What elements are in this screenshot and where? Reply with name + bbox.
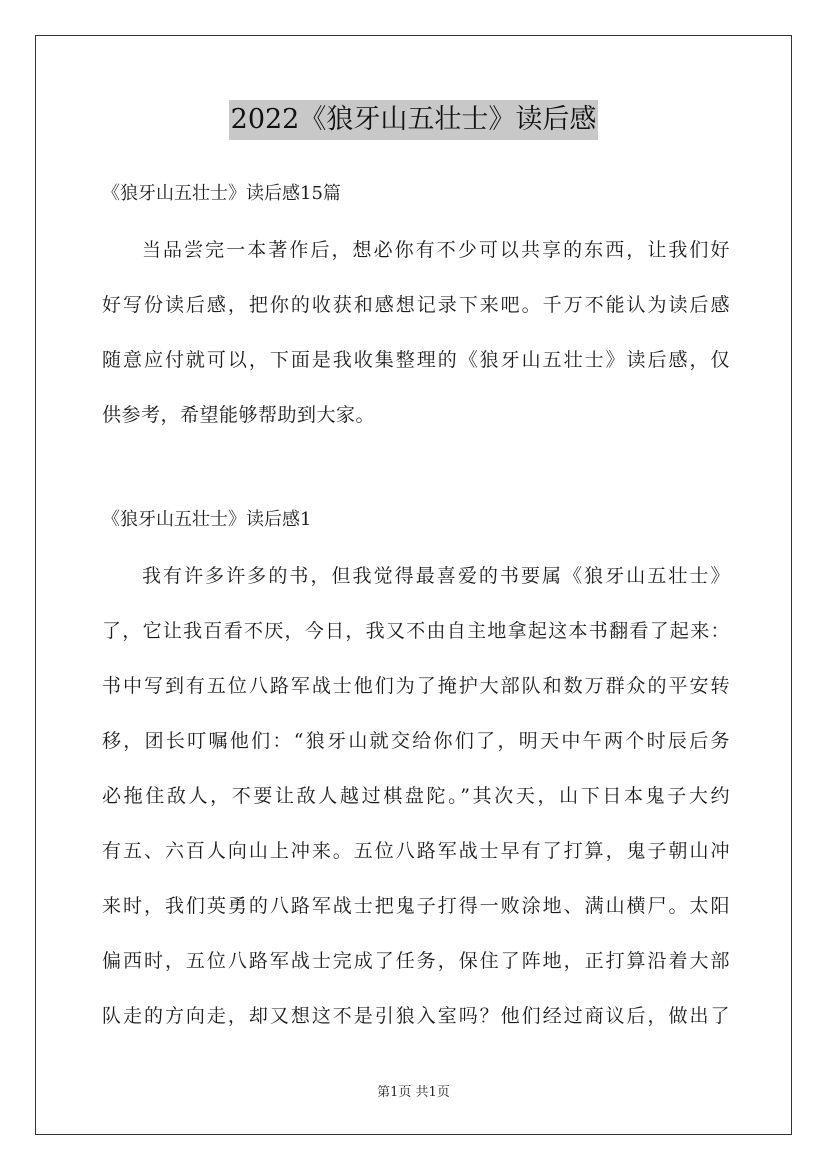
- paragraph-line: 当品尝完一本著作后，想必你有不少可以共享的东西，让我们好: [142, 239, 730, 261]
- paragraph-line: 有五、六百人向山上冲来。五位八路军战士早有了打算，鬼子朝山冲: [102, 840, 730, 862]
- paragraph-line: 移，团长叮嘱他们：“狼牙山就交给你们了，明天中午两个时辰后务: [102, 730, 730, 752]
- paragraph-line: 偏西时，五位八路军战士完成了任务，保住了阵地，正打算沿着大部: [102, 950, 730, 972]
- section-heading: 《狼牙山五壮士》读后感1: [102, 509, 312, 530]
- document-title: 2022《狼牙山五壮士》读后感: [229, 100, 599, 140]
- title-container: [0, 100, 827, 140]
- intro-paragraph: [102, 236, 730, 456]
- paragraph-line: 书中写到有五位八路军战士他们为了掩护大部队和数万群众的平安转: [102, 675, 730, 697]
- document-subtitle: 《狼牙山五壮士》读后感15篇: [102, 183, 341, 204]
- paragraph-line: 我有许多许多的书，但我觉得最喜爱的书要属《狼牙山五壮士》: [142, 565, 730, 587]
- body-paragraph: [102, 562, 730, 1057]
- paragraph-line: 好写份读后感，把你的收获和感想记录下来吧。千万不能认为读后感: [102, 294, 730, 316]
- paragraph-line: 随意应付就可以，下面是我收集整理的《狼牙山五壮士》读后感，仅: [102, 349, 730, 371]
- paragraph-line: 供参考，希望能够帮助到大家。: [102, 404, 376, 426]
- paragraph-line: 了，它让我百看不厌，今日，我又不由自主地拿起这本书翻看了起来：: [102, 620, 730, 642]
- paragraph-line: 队走的方向走，却又想这不是引狼入室吗？他们经过商议后，做出了: [102, 1005, 730, 1027]
- page-footer: 第1页 共1页: [377, 1085, 450, 1100]
- paragraph-line: 必拖住敌人，不要让敌人越过棋盘陀。”其次天，山下日本鬼子大约: [102, 785, 730, 807]
- paragraph-line: 来时，我们英勇的八路军战士把鬼子打得一败涂地、满山横尸。太阳: [102, 895, 730, 917]
